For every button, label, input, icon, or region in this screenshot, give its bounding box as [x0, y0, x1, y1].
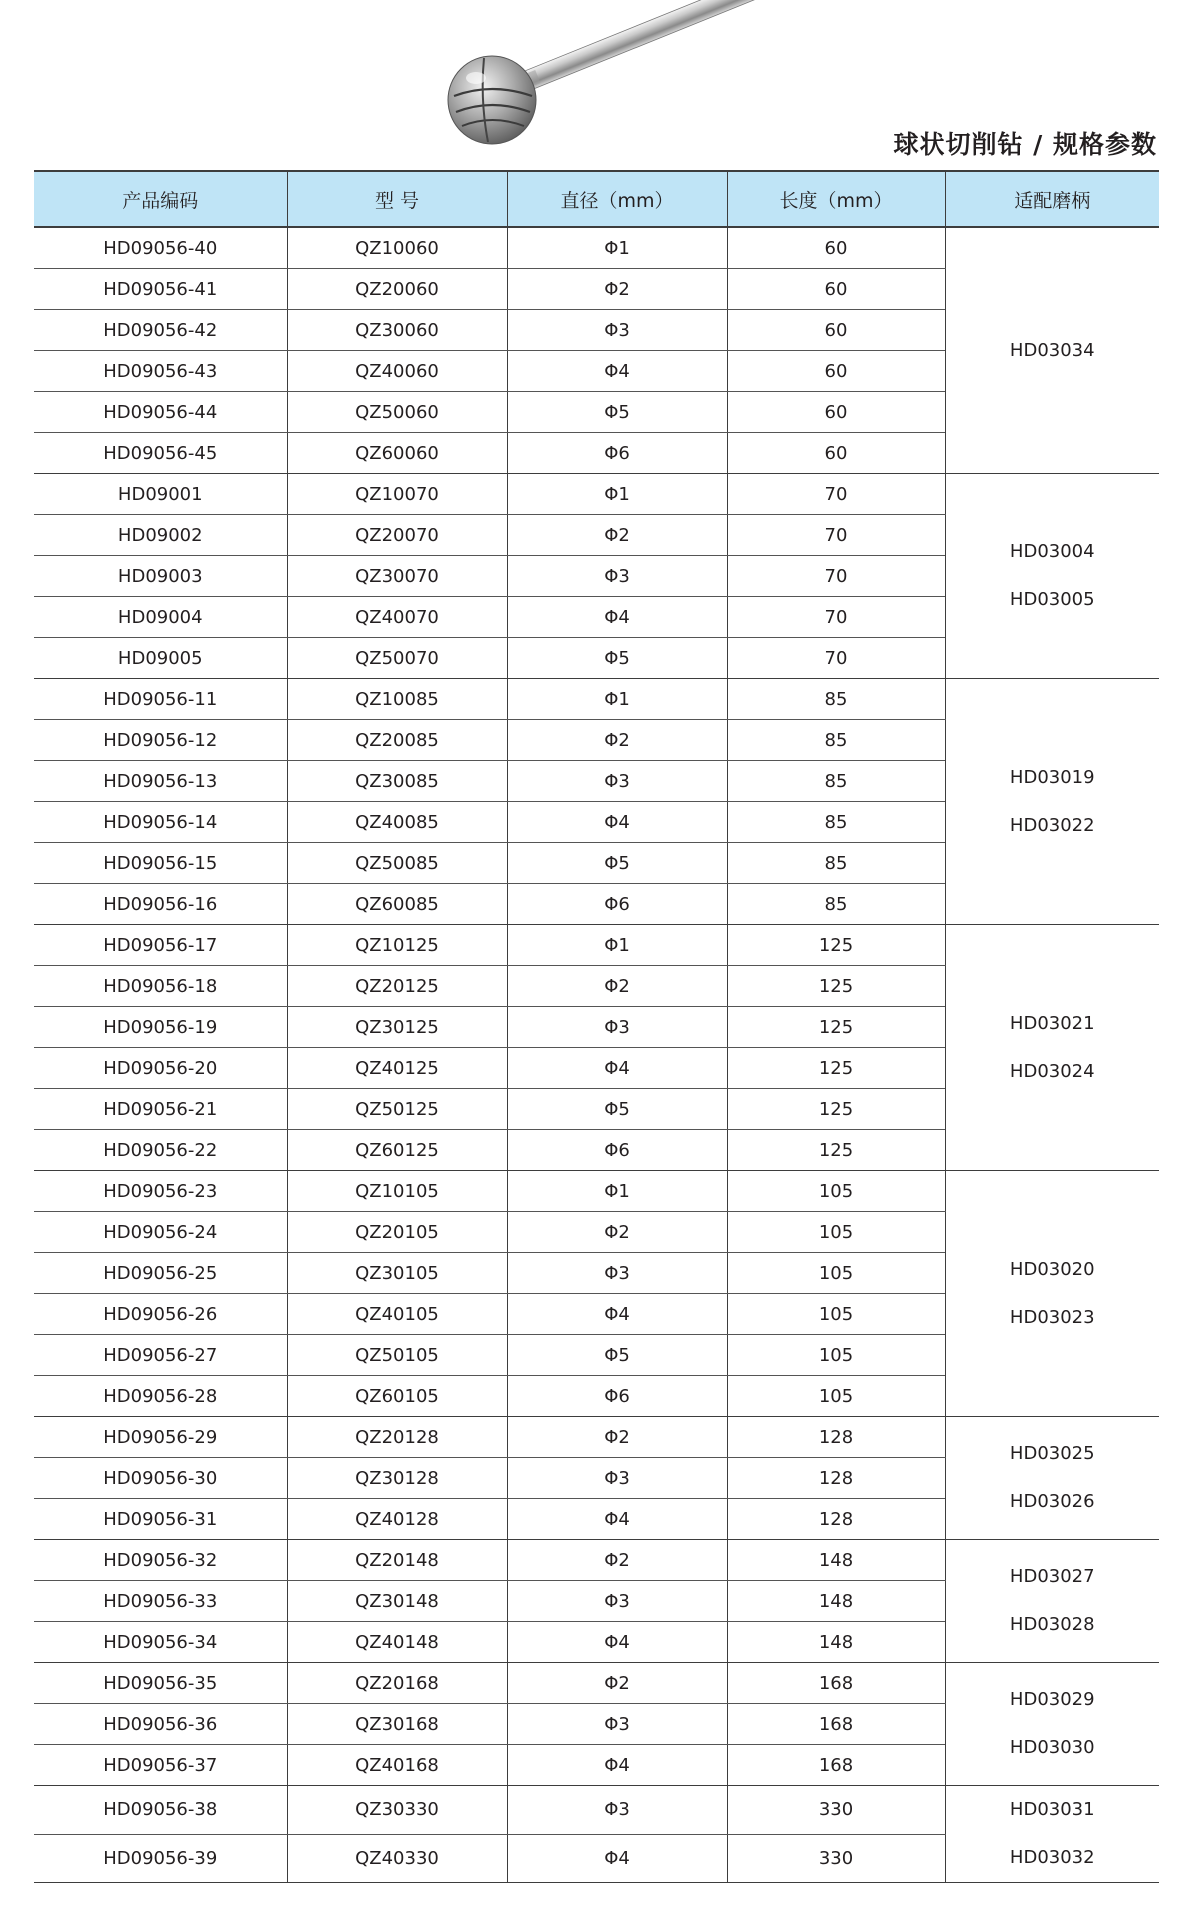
cell-handle [945, 227, 1159, 474]
cell-product-code: HD09056-42 [34, 310, 287, 351]
cell-model: QZ30148 [287, 1581, 507, 1622]
cell-handle [945, 925, 1159, 1171]
cell-diameter: Φ5 [507, 1089, 727, 1130]
cell-model: QZ20070 [287, 515, 507, 556]
cell-model: QZ50070 [287, 638, 507, 679]
cell-model: QZ30330 [287, 1786, 507, 1835]
cell-diameter: Φ2 [507, 1663, 727, 1704]
cell-model: QZ20168 [287, 1663, 507, 1704]
cell-diameter: Φ5 [507, 638, 727, 679]
table-row [34, 1786, 1159, 1835]
cell-length: 70 [727, 556, 945, 597]
cell-product-code: HD09056-23 [34, 1171, 287, 1212]
cell-length: 85 [727, 843, 945, 884]
cell-product-code: HD09056-43 [34, 351, 287, 392]
cell-model: QZ40105 [287, 1294, 507, 1335]
cell-diameter: Φ3 [507, 1704, 727, 1745]
cell-diameter: Φ4 [507, 1048, 727, 1089]
cell-model: QZ40168 [287, 1745, 507, 1786]
cell-model: QZ60060 [287, 433, 507, 474]
cell-handle [945, 1417, 1159, 1540]
cell-length: 60 [727, 269, 945, 310]
cell-length: 85 [727, 884, 945, 925]
cell-diameter: Φ1 [507, 679, 727, 720]
table-row [34, 1540, 1159, 1581]
cell-diameter: Φ2 [507, 1540, 727, 1581]
cell-diameter: Φ4 [507, 1294, 727, 1335]
cell-length: 105 [727, 1212, 945, 1253]
cell-length: 70 [727, 515, 945, 556]
cell-length: 148 [727, 1581, 945, 1622]
cell-model: QZ30125 [287, 1007, 507, 1048]
cell-model: QZ10070 [287, 474, 507, 515]
cell-diameter: Φ3 [507, 310, 727, 351]
cell-length: 168 [727, 1745, 945, 1786]
cell-diameter: Φ3 [507, 1253, 727, 1294]
cell-length: 128 [727, 1458, 945, 1499]
cell-diameter: Φ4 [507, 1834, 727, 1883]
cell-diameter: Φ3 [507, 556, 727, 597]
cell-model: QZ20060 [287, 269, 507, 310]
cell-diameter: Φ1 [507, 227, 727, 269]
ball-burr-image [440, 0, 900, 160]
cell-model: QZ10060 [287, 227, 507, 269]
cell-product-code: HD09056-22 [34, 1130, 287, 1171]
cell-diameter: Φ5 [507, 1335, 727, 1376]
cell-length: 148 [727, 1622, 945, 1663]
cell-product-code: HD09056-29 [34, 1417, 287, 1458]
cell-handle [945, 1663, 1159, 1786]
cell-length: 105 [727, 1335, 945, 1376]
cell-diameter: Φ4 [507, 1499, 727, 1540]
cell-length: 148 [727, 1540, 945, 1581]
handle-code: HD03032 [1009, 1847, 1095, 1868]
cell-product-code: HD09056-30 [34, 1458, 287, 1499]
handle-code: HD03029 [1009, 1689, 1095, 1710]
cell-length: 168 [727, 1704, 945, 1745]
cell-length: 330 [727, 1786, 945, 1835]
handle-code: HD03019 [1009, 766, 1095, 788]
cell-product-code: HD09056-18 [34, 966, 287, 1007]
cell-model: QZ20085 [287, 720, 507, 761]
table-row [34, 1663, 1159, 1704]
cell-model: QZ20125 [287, 966, 507, 1007]
cell-length: 125 [727, 966, 945, 1007]
cell-length: 85 [727, 720, 945, 761]
cell-model: QZ50105 [287, 1335, 507, 1376]
header-model: 型 号 [287, 171, 507, 227]
cell-product-code: HD09056-26 [34, 1294, 287, 1335]
cell-length: 105 [727, 1294, 945, 1335]
cell-length: 70 [727, 638, 945, 679]
cell-model: QZ40085 [287, 802, 507, 843]
handle-code: HD03022 [1009, 814, 1095, 836]
cell-diameter: Φ5 [507, 392, 727, 433]
cell-product-code: HD09056-38 [34, 1786, 287, 1835]
cell-product-code: HD09056-44 [34, 392, 287, 433]
cell-length: 125 [727, 1048, 945, 1089]
cell-length: 128 [727, 1417, 945, 1458]
cell-diameter: Φ6 [507, 1130, 727, 1171]
cell-length: 125 [727, 1089, 945, 1130]
cell-product-code: HD09056-34 [34, 1622, 287, 1663]
cell-product-code: HD09056-36 [34, 1704, 287, 1745]
cell-diameter: Φ1 [507, 1171, 727, 1212]
cell-model: QZ10085 [287, 679, 507, 720]
cell-length: 105 [727, 1376, 945, 1417]
cell-length: 85 [727, 761, 945, 802]
cell-model: QZ40125 [287, 1048, 507, 1089]
cell-diameter: Φ5 [507, 843, 727, 884]
cell-model: QZ30168 [287, 1704, 507, 1745]
cell-model: QZ40070 [287, 597, 507, 638]
cell-diameter: Φ6 [507, 1376, 727, 1417]
spec-table [34, 170, 1159, 1883]
cell-product-code: HD09056-41 [34, 269, 287, 310]
cell-model: QZ30085 [287, 761, 507, 802]
cell-model: QZ20105 [287, 1212, 507, 1253]
cell-product-code: HD09056-28 [34, 1376, 287, 1417]
cell-length: 70 [727, 597, 945, 638]
handle-code: HD03021 [1009, 1012, 1095, 1034]
cell-length: 60 [727, 392, 945, 433]
cell-model: QZ40330 [287, 1834, 507, 1883]
cell-product-code: HD09056-39 [34, 1834, 287, 1883]
cell-length: 125 [727, 925, 945, 966]
cell-diameter: Φ3 [507, 1007, 727, 1048]
handle-code: HD03027 [1009, 1566, 1095, 1587]
cell-product-code: HD09056-35 [34, 1663, 287, 1704]
cell-length: 85 [727, 802, 945, 843]
cell-model: QZ50085 [287, 843, 507, 884]
cell-model: QZ30128 [287, 1458, 507, 1499]
cell-model: QZ40128 [287, 1499, 507, 1540]
cell-product-code: HD09056-15 [34, 843, 287, 884]
handle-code: HD03023 [1009, 1306, 1095, 1328]
header-product-code: 产品编码 [34, 171, 287, 227]
cell-product-code: HD09056-12 [34, 720, 287, 761]
cell-product-code: HD09056-14 [34, 802, 287, 843]
cell-length: 70 [727, 474, 945, 515]
cell-product-code: HD09056-33 [34, 1581, 287, 1622]
cell-diameter: Φ4 [507, 802, 727, 843]
cell-handle [945, 679, 1159, 925]
table-header-row [34, 171, 1159, 227]
cell-model: QZ30105 [287, 1253, 507, 1294]
cell-product-code: HD09056-45 [34, 433, 287, 474]
cell-length: 85 [727, 679, 945, 720]
cell-handle [945, 1540, 1159, 1663]
cell-length: 105 [727, 1253, 945, 1294]
cell-product-code: HD09056-19 [34, 1007, 287, 1048]
cell-model: QZ30070 [287, 556, 507, 597]
cell-model: QZ20148 [287, 1540, 507, 1581]
cell-product-code: HD09002 [34, 515, 287, 556]
cell-diameter: Φ2 [507, 720, 727, 761]
cell-diameter: Φ3 [507, 1458, 727, 1499]
table-row [34, 1171, 1159, 1212]
handle-code: HD03025 [1009, 1443, 1095, 1464]
cell-length: 168 [727, 1663, 945, 1704]
cell-diameter: Φ3 [507, 761, 727, 802]
cell-length: 125 [727, 1007, 945, 1048]
cell-diameter: Φ4 [507, 1745, 727, 1786]
cell-product-code: HD09056-11 [34, 679, 287, 720]
cell-diameter: Φ4 [507, 351, 727, 392]
table-row [34, 227, 1159, 269]
cell-diameter: Φ1 [507, 925, 727, 966]
cell-length: 105 [727, 1171, 945, 1212]
cell-product-code: HD09056-25 [34, 1253, 287, 1294]
cell-model: QZ10105 [287, 1171, 507, 1212]
cell-diameter: Φ1 [507, 474, 727, 515]
cell-product-code: HD09001 [34, 474, 287, 515]
handle-code: HD03028 [1009, 1614, 1095, 1635]
table-row [34, 679, 1159, 720]
cell-handle [945, 1786, 1159, 1883]
cell-length: 330 [727, 1834, 945, 1883]
cell-handle [945, 1171, 1159, 1417]
cell-product-code: HD09056-40 [34, 227, 287, 269]
handle-code: HD03030 [1009, 1737, 1095, 1758]
cell-product-code: HD09056-16 [34, 884, 287, 925]
cell-length: 60 [727, 351, 945, 392]
cell-length: 128 [727, 1499, 945, 1540]
cell-product-code: HD09056-37 [34, 1745, 287, 1786]
cell-product-code: HD09056-27 [34, 1335, 287, 1376]
cell-product-code: HD09056-32 [34, 1540, 287, 1581]
table-row [34, 474, 1159, 515]
cell-model: QZ10125 [287, 925, 507, 966]
cell-length: 60 [727, 227, 945, 269]
cell-diameter: Φ2 [507, 515, 727, 556]
handle-code: HD03026 [1009, 1491, 1095, 1512]
header-diameter: 直径（mm） [507, 171, 727, 227]
cell-model: QZ60105 [287, 1376, 507, 1417]
cell-model: QZ40060 [287, 351, 507, 392]
handle-code: HD03024 [1009, 1060, 1095, 1082]
handle-code: HD03004 [1009, 541, 1095, 562]
cell-model: QZ60125 [287, 1130, 507, 1171]
cell-diameter: Φ4 [507, 597, 727, 638]
cell-product-code: HD09056-17 [34, 925, 287, 966]
cell-length: 60 [727, 433, 945, 474]
cell-product-code: HD09005 [34, 638, 287, 679]
cell-model: QZ30060 [287, 310, 507, 351]
cell-diameter: Φ3 [507, 1581, 727, 1622]
spec-title: 球状切削钻 / 规格参数 [893, 130, 1157, 159]
cell-diameter: Φ6 [507, 884, 727, 925]
handle-code: HD03020 [1009, 1258, 1095, 1280]
header-length: 长度（mm） [727, 171, 945, 227]
header-handle: 适配磨柄 [945, 171, 1159, 227]
cell-product-code: HD09003 [34, 556, 287, 597]
handle-code: HD03005 [1009, 589, 1095, 610]
cell-product-code: HD09056-13 [34, 761, 287, 802]
cell-model: QZ50060 [287, 392, 507, 433]
handle-code: HD03034 [1009, 339, 1095, 361]
cell-diameter: Φ2 [507, 1417, 727, 1458]
cell-model: QZ50125 [287, 1089, 507, 1130]
cell-model: QZ40148 [287, 1622, 507, 1663]
cell-diameter: Φ6 [507, 433, 727, 474]
table-row [34, 925, 1159, 966]
cell-diameter: Φ2 [507, 269, 727, 310]
cell-model: QZ60085 [287, 884, 507, 925]
cell-product-code: HD09056-31 [34, 1499, 287, 1540]
cell-diameter: Φ2 [507, 1212, 727, 1253]
cell-model: QZ20128 [287, 1417, 507, 1458]
cell-product-code: HD09056-21 [34, 1089, 287, 1130]
handle-code: HD03031 [1009, 1799, 1095, 1820]
cell-handle [945, 474, 1159, 679]
cell-length: 60 [727, 310, 945, 351]
table-row [34, 1417, 1159, 1458]
cell-diameter: Φ3 [507, 1786, 727, 1835]
cell-diameter: Φ2 [507, 966, 727, 1007]
cell-product-code: HD09056-24 [34, 1212, 287, 1253]
cell-diameter: Φ4 [507, 1622, 727, 1663]
cell-product-code: HD09004 [34, 597, 287, 638]
cell-product-code: HD09056-20 [34, 1048, 287, 1089]
cell-length: 125 [727, 1130, 945, 1171]
